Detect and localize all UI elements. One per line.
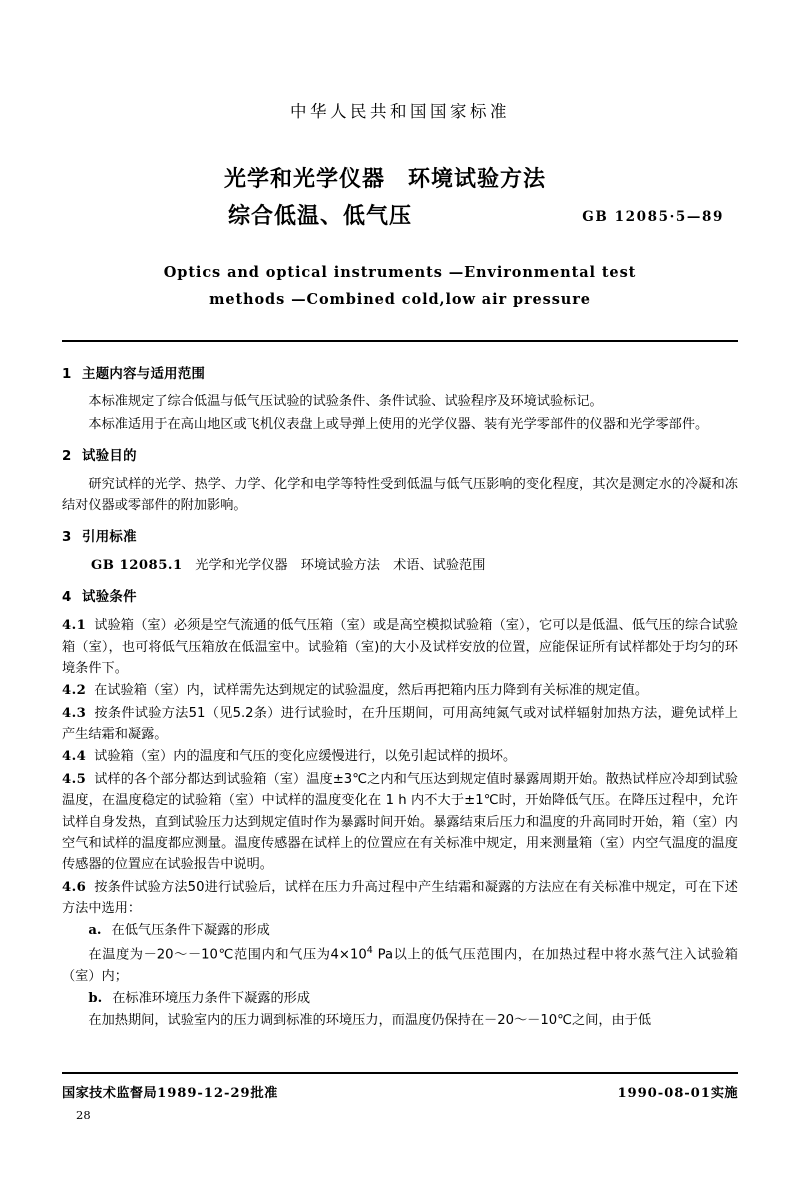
section-title-4: 试验条件: [82, 590, 137, 606]
clause-4-5-text: 试样的各个部分都达到试验箱（室）温度±3℃之内和气压达到规定值时暴露周期开始。散热试样应冷却到试验温度，在温度稳定的试验箱（室）中试样的温度变化在 1 h 内不大于±1℃时，开始降低气压。在降压过程中，允许试样自身发热，直到试验压力达到规定值时作为暴露时间开始。暴露结束后压力和温度的升高同时开始，箱（室）内空气和试样的温度都应测量。温度传感器在试样上的位置应在有关标准中规定，用来测量箱（室）内空气温度的温度传感器的位置应在试验报告中说明。: [62, 771, 738, 873]
header-divider: [62, 340, 738, 342]
clause-4-1-text: 试验箱（室）必须是空气流通的低气压箱（室）或是高空模拟试验箱（室），它可以是低温、低气压的综合试验箱（室），也可将低气压箱放在低温室中。试验箱（室)的大小及试样安放的位置，应能保证所有试样都处于均匀的环境条件下。: [62, 618, 738, 676]
clause-4-2-number: 4.2: [62, 683, 87, 699]
section-title-2: 试验目的: [82, 448, 137, 464]
clause-4-3-number: 4.3: [62, 705, 87, 721]
clause-4-6: [62, 877, 738, 920]
section-heading-3: [62, 527, 738, 549]
section-1-paragraph-2: 本标准适用于在高山地区或飞机仪表盘上或导弹上使用的光学仪器、装有光学零部件的仪器和光学零部件。: [88, 416, 709, 432]
footer-divider: [62, 1072, 738, 1074]
referenced-standard-code: GB 12085.1: [91, 558, 183, 574]
section-1-paragraph-1: 本标准规定了综合低温与低气压试验的试验条件、条件试验、试验程序及环境试验标记。: [88, 394, 603, 410]
standard-code: GB 12085·5—89: [582, 208, 724, 225]
document-body: [62, 364, 738, 1032]
clause-4-2: [62, 680, 738, 701]
item-a-exponent: 4: [366, 944, 373, 956]
item-a-letter: a.: [88, 923, 102, 939]
clause-4-5: [62, 769, 738, 876]
item-a-title: 在低气压条件下凝露的形成: [111, 923, 270, 939]
national-standard-header: 中华人民共和国国家标准: [290, 102, 510, 121]
item-b-heading: [62, 988, 738, 1009]
section-title-3: 引用标准: [82, 530, 137, 546]
section-heading-1: [62, 364, 738, 386]
clause-4-3: [62, 703, 738, 746]
title-block: [62, 165, 738, 232]
page-title-line1: 光学和光学仪器 环境试验方法: [223, 166, 546, 192]
section-number-4: 4: [62, 590, 72, 606]
approval-suffix: 批准: [250, 1086, 278, 1101]
page-number: 28: [76, 1108, 91, 1122]
clause-4-4-text: 试验箱（室）内的温度和气压的变化应缓慢进行，以免引起试样的损坏。: [94, 749, 517, 765]
item-a-body: [62, 943, 738, 987]
effective-info: [617, 1082, 738, 1101]
item-b-body: [62, 1010, 738, 1031]
item-a-body-pre: 在温度为－20～－10℃范围内和气压为4×10: [88, 947, 367, 963]
section-number-3: 3: [62, 530, 72, 546]
clause-4-4: [62, 746, 738, 767]
referenced-standard: [62, 555, 738, 576]
clause-4-2-text: 在试验箱（室）内，试样需先达到规定的试验温度，然后再把箱内压力降到有关标准的规定值。: [94, 683, 649, 699]
masthead: [62, 0, 738, 121]
item-a-body-post: Pa以上的低气压范围内，在加热过程中将水蒸气注入试验箱（室）内；: [62, 947, 738, 984]
item-b-letter: b.: [88, 990, 103, 1006]
section-number-2: 2: [62, 448, 72, 464]
clause-4-6-text: 按条件试验方法50进行试验后，试样在压力升高过程中产生结霜和凝露的方法应在有关标准中规定，可在下述方法中选用：: [62, 879, 738, 917]
clause-4-5-number: 4.5: [62, 771, 87, 787]
effective-suffix: 实施: [710, 1086, 738, 1101]
clause-4-6-number: 4.6: [62, 879, 87, 895]
section-2-paragraph-1: 研究试样的光学、热学、力学、化学和电学等特性受到低温与低气压影响的变化程度，其次是测定水的冷凝和冻结对仪器或零部件的附加影响。: [62, 476, 738, 514]
clause-4-4-number: 4.4: [62, 749, 87, 765]
clause-4-1: [62, 615, 738, 679]
section-number-1: 1: [62, 366, 72, 382]
item-b-body-pre: 在加热期间，试验室内的压力调到标准的环境压力，而温度仍保持在－20～－10℃之间，由于低: [88, 1013, 652, 1029]
section-heading-4: [62, 587, 738, 609]
page-footer: [62, 1082, 738, 1101]
english-title-line2: methods —Combined cold,low air pressure: [209, 290, 591, 308]
approval-organization: 国家技术监督局: [62, 1086, 158, 1101]
page-title-line2: 综合低温、低气压: [227, 204, 412, 230]
english-title: [62, 260, 738, 314]
referenced-standard-title: 光学和光学仪器 环境试验方法 术语、试验范围: [195, 558, 486, 574]
clause-4-3-text: 按条件试验方法51（见5.2条）进行试验时，在升压期间，可用高纯氮气或对试样辐射加热方法，避免试样上产生结霜和凝露。: [62, 705, 738, 743]
approval-date: 1989-12-29: [157, 1086, 251, 1101]
english-title-line1: Optics and optical instruments —Environmental test: [163, 263, 637, 281]
section-title-1: 主题内容与适用范围: [82, 366, 206, 382]
clause-4-1-number: 4.1: [62, 618, 87, 634]
approval-info: [62, 1082, 278, 1101]
item-a-heading: [62, 920, 738, 941]
section-heading-2: [62, 446, 738, 468]
effective-date: 1990-08-01: [617, 1086, 711, 1101]
item-b-title: 在标准环境压力条件下凝露的形成: [112, 990, 311, 1006]
